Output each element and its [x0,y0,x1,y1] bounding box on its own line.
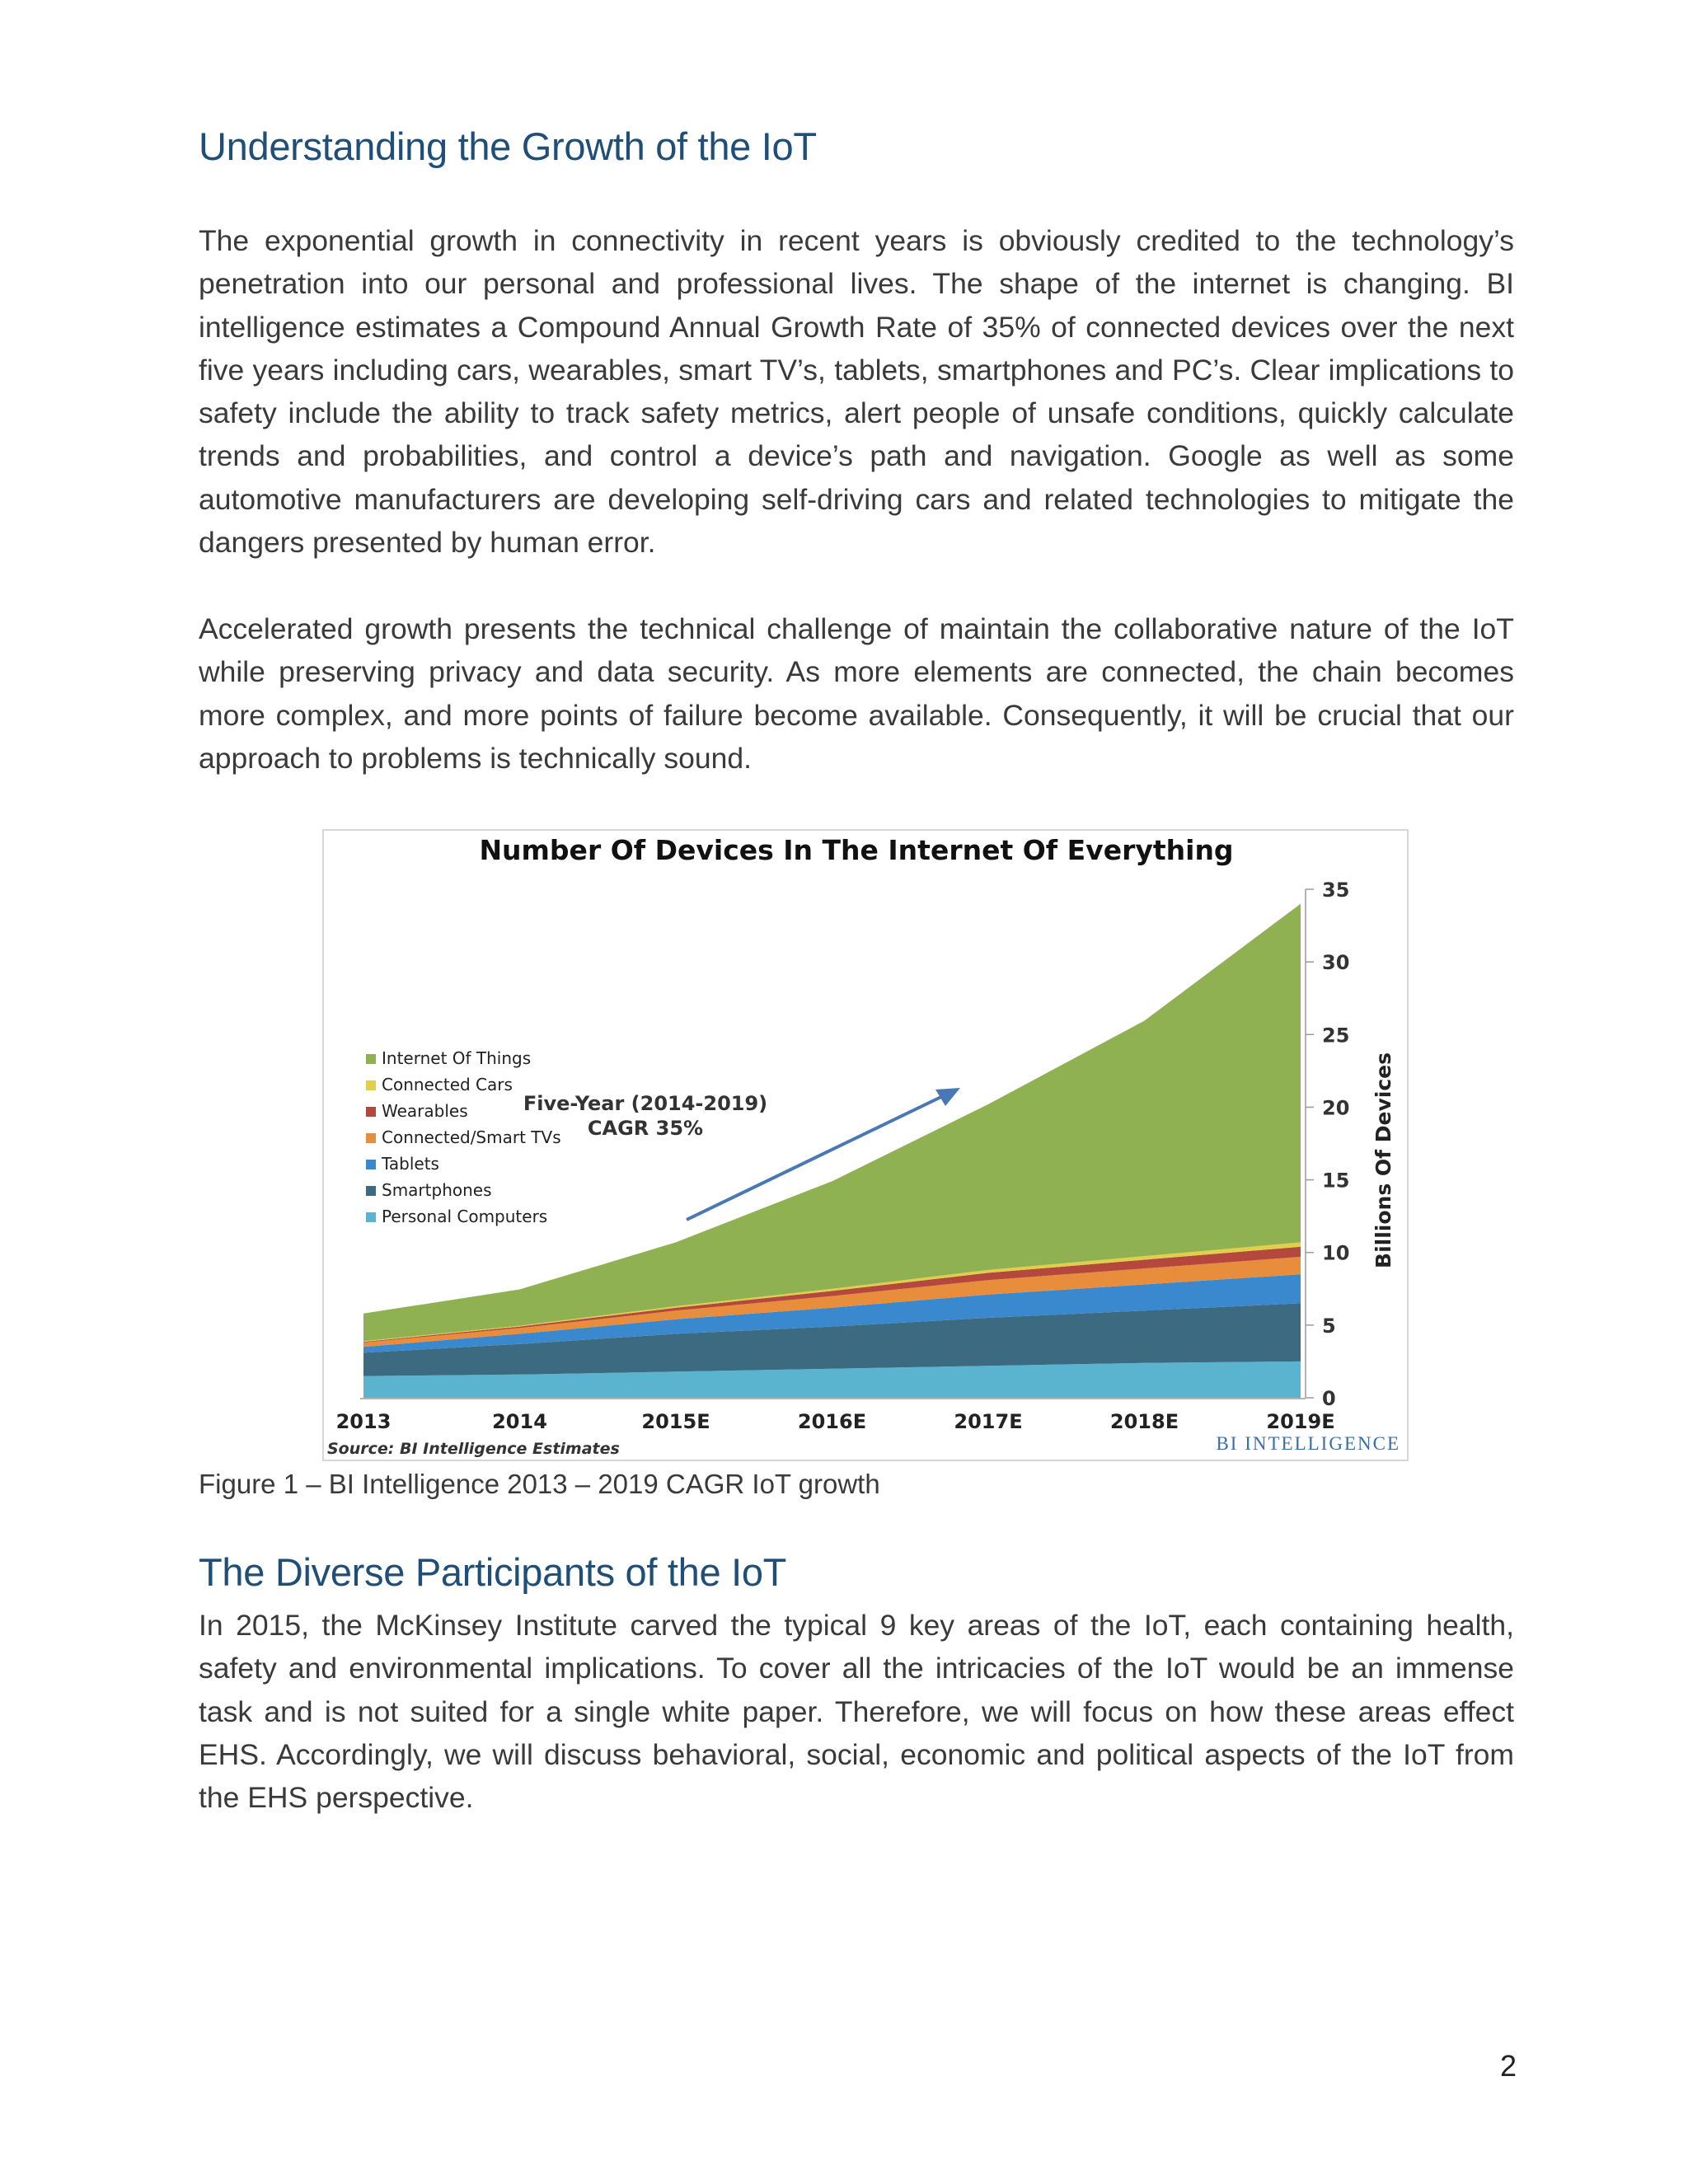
chart-svg [324,831,1407,1460]
legend-label: Wearables [382,1101,468,1121]
legend-label: Connected/Smart TVs [382,1127,561,1147]
legend-label: Tablets [382,1154,439,1174]
legend-label: Connected Cars [382,1075,513,1094]
chart-source: Source: BI Intelligence Estimates [327,1440,620,1458]
legend-label: Internet Of Things [382,1048,532,1068]
legend-swatch [366,1054,376,1064]
y-tick-label: 20 [1322,1096,1350,1120]
x-tick-label: 2015E [641,1410,710,1433]
legend-swatch [366,1186,376,1196]
x-tick-label: 2019E [1266,1410,1335,1433]
x-tick-label: 2014 [492,1410,547,1433]
y-axis-label: Billions Of Devices [1372,1052,1395,1268]
y-tick-label: 5 [1322,1314,1336,1338]
figure-caption: Figure 1 – BI Intelligence 2013 – 2019 CAGR IoT growth [199,1469,880,1499]
legend-swatch [366,1212,376,1222]
paragraph-mckinsey: In 2015, the McKinsey Institute carved the typical 9 key areas of the IoT, each containing health, safety and environmental implications. To cover all the intricacies of the IoT would be an immense task and is not suited for a single white paper. Therefore, we will focus on how these areas effect EHS. Accordingly, we will discuss behavioral, social, economic and political aspects of the IoT from the EHS perspective. [199,1609,1514,1815]
legend-swatch [366,1133,376,1143]
x-tick-label: 2013 [335,1410,392,1433]
brand-logo: BI INTELLIGENCE [1216,1433,1400,1454]
paragraph-accelerated-growth: Accelerated growth presents the technical challenge of maintain the collaborative nature of the IoT while preserving privacy and data security. As more elements are connected, the chain becomes more complex, and more points of failure become available. Consequently, it will be crucial that our approach to problems is technically sound. [199,612,1514,775]
legend-swatch [366,1080,376,1090]
section-heading-growth: Understanding the Growth of the IoT [199,124,817,168]
y-tick-label: 10 [1322,1241,1350,1265]
y-tick-label: 25 [1322,1024,1350,1047]
x-tick-label: 2016E [797,1410,867,1433]
section-heading-participants: The Diverse Participants of the IoT [199,1550,787,1594]
y-tick-label: 30 [1322,951,1350,975]
y-tick-label: 35 [1322,879,1350,902]
x-tick-label: 2018E [1109,1410,1179,1433]
legend-swatch [366,1160,376,1169]
chart-title: Number Of Devices In The Internet Of Everything [479,834,1234,866]
annotation-line-2: CAGR 35% [587,1117,704,1140]
legend-swatch [366,1107,376,1117]
y-tick-label: 0 [1322,1387,1336,1410]
page-number: 2 [1499,2049,1517,2083]
legend-label: Smartphones [382,1180,492,1200]
y-tick-label: 15 [1322,1169,1350,1193]
figure-iot-chart [322,829,1409,1461]
x-tick-label: 2017E [954,1410,1023,1433]
legend-label: Personal Computers [382,1207,548,1226]
annotation-line-1: Five-Year (2014-2019) [523,1092,768,1115]
paragraph-connectivity: The exponential growth in connectivity in recent years is obviously credited to the technology’s penetration into our personal and professional lives. The shape of the internet is changing. BI intelligence estimates a Compound Annual Growth Rate of 35% of connected devices over the next five years including cars, wearables, smart TV’s, tablets, smartphones and PC’s. Clear implications to safety include the ability to track safety metrics, alert people of unsafe conditions, quickly calculate trends and probabilities, and control a device’s path and navigation. Google as well as some automotive manufacturers are developing self-driving cars and related technologies to mitigate the dangers presented by human error. [199,224,1514,560]
